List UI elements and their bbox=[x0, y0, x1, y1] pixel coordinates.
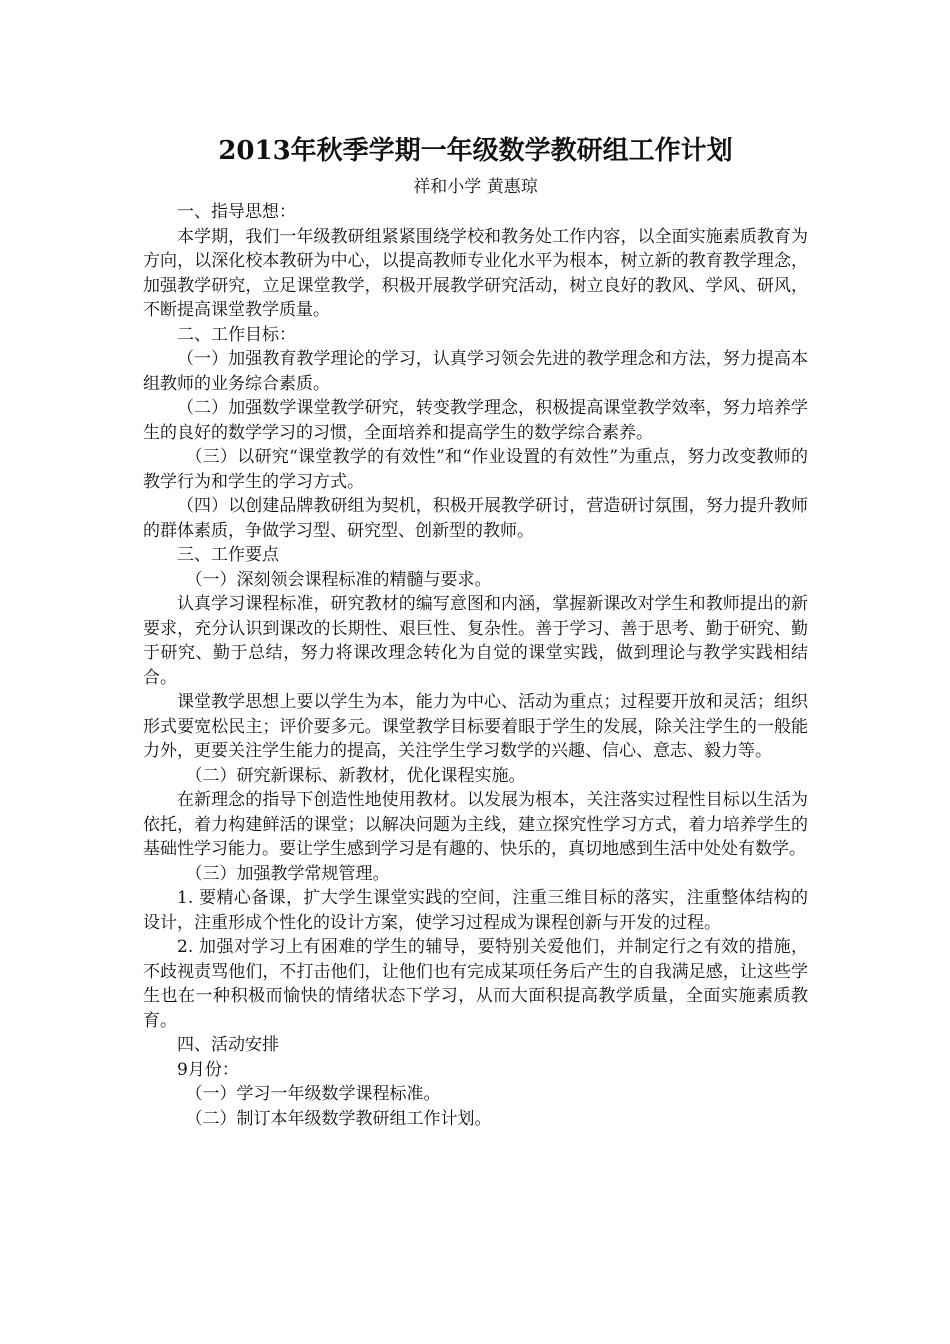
activity-item: （二）制订本年级数学教研组工作计划。 bbox=[185, 1108, 492, 1129]
section-heading-guiding-thought: 一、指导思想： bbox=[177, 202, 296, 222]
body-paragraph: 本学期，我们一年级教研组紧紧围绕学校和教务处工作内容，以全面实施素质教育为方向，以深化校本教研为中心，以提高教师专业化水平为根本，树立新的教育教学理念，加强教学研究，立足课堂教学，积极开展教学研究活动，树立良好的教风、学风、研风，不断提高课堂教学质量。 bbox=[143, 226, 808, 320]
author-line: 祥和小学 黄惠琼 bbox=[413, 177, 538, 197]
body-paragraph: 在新理念的指导下创造性地使用教材。以发展为根本，关注落实过程性目标以生活为依托，着力构建鲜活的课堂；以解决问题为主线，建立探究性学习方式，着力培养学生的基础性学习能力。要让学生感到学习是有趣的、快乐的，真切地感到生活中处处有数学。 bbox=[143, 790, 808, 859]
section-heading-work-goals: 二、工作目标： bbox=[177, 324, 296, 345]
document-body bbox=[143, 128, 808, 1131]
subsection-heading: （二）研究新课标、新教材，优化课程实施。 bbox=[185, 765, 526, 786]
subsection-heading: （三）加强教学常规管理。 bbox=[185, 863, 390, 884]
numbered-item: 1. 要精心备课，扩大学生课堂实践的空间，注重三维目标的落实，注重整体结构的设计，注重形成个性化的设计方案，使学习过程成为课程创新与开发的过程。 bbox=[143, 888, 808, 933]
section-heading-activities: 四、活动安排 bbox=[177, 1035, 279, 1055]
goal-item: （三）以研究“课堂教学的有效性”和“作业设置的有效性”为重点，努力改变教师的教学行为和学生的学习方式。 bbox=[143, 447, 808, 492]
goal-item: （二）加强数学课堂教学研究，转变教学理念，积极提高课堂教学效率，努力培养学生的良好的数学学习的习惯，全面培养和提高学生的数学综合素养。 bbox=[143, 398, 808, 443]
document-title: 2013年秋季学期一年级数学教研组工作计划 bbox=[218, 136, 733, 166]
body-paragraph: 课堂教学思想上要以学生为本，能力为中心、活动为重点；过程要开放和灵活；组织形式要宽松民主；评价要多元。课堂教学目标要着眼于学生的发展，除关注学生的一般能力外，更要关注学生能力的提高，关注学生学习数学的兴趣、信心、意志、毅力等。 bbox=[143, 692, 808, 761]
activity-item: （一）学习一年级数学课程标准。 bbox=[185, 1084, 441, 1104]
goal-item: （四）以创建品牌教研组为契机，积极开展教学研讨，营造研讨氛围，努力提升教师的群体素质，争做学习型、研究型、创新型的教师。 bbox=[143, 496, 808, 541]
month-heading: 9月份： bbox=[177, 1059, 239, 1080]
section-heading-work-points: 三、工作要点 bbox=[177, 545, 279, 565]
subsection-heading: （一）深刻领会课程标准的精髓与要求。 bbox=[185, 569, 492, 590]
goal-item: （一）加强教育教学理论的学习，认真学习领会先进的教学理念和方法，努力提高本组教师的业务综合素质。 bbox=[143, 349, 808, 394]
numbered-item: 2. 加强对学习上有困难的学生的辅导，要特别关爱他们，并制定行之有效的措施，不歧视责骂他们，不打击他们，让他们也有完成某项任务后产生的自我满足感，让这些学生也在一种积极而愉快的情绪状态下学习，从而大面积提高教学质量，全面实施素质教育。 bbox=[143, 937, 808, 1031]
body-paragraph: 认真学习课程标准，研究教材的编写意图和内涵，掌握新课改对学生和教师提出的新要求，充分认识到课改的长期性、艰巨性、复杂性。善于学习、善于思考、勤于研究、勤于研究、勤于总结，努力将课改理念转化为自觉的课堂实践，做到理论与教学实践相结合。 bbox=[143, 594, 808, 688]
